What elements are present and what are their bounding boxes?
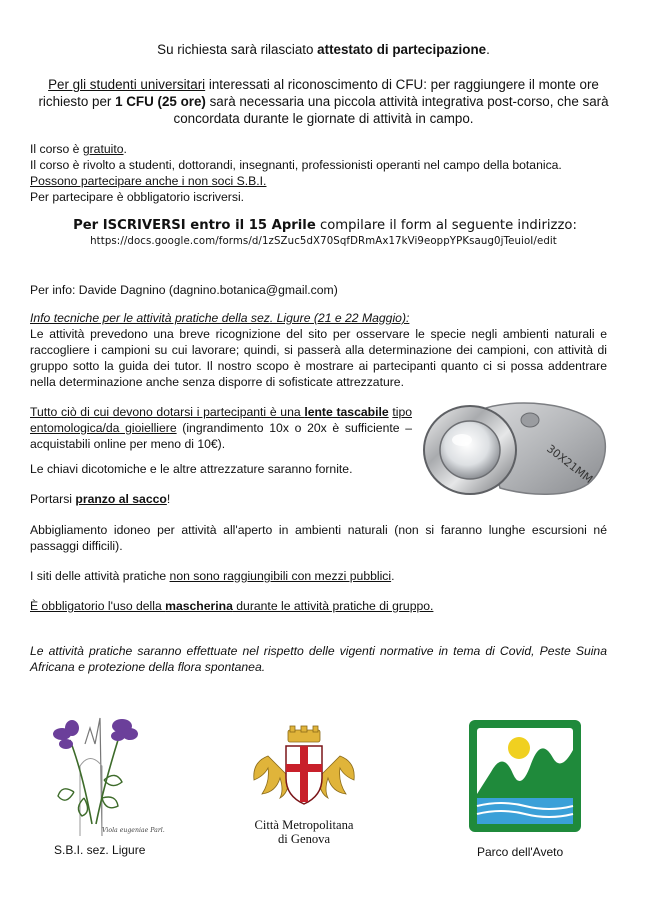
sbi-caption: Viola eugeniae Parl. <box>102 827 165 834</box>
info-contact: Per info: Davide Dagnino (dagnino.botanica@gmail.com) <box>30 283 338 297</box>
lens-label-text: 30X21MM <box>544 442 596 486</box>
lens-text-2: (ingrandimento 10x o 20x è sufficiente – acquistabili online per meno di 10€). <box>30 421 412 451</box>
attestato-line <box>40 41 607 58</box>
mask-line <box>30 598 620 614</box>
signup-line <box>30 218 620 233</box>
genova-label-line1: Città Metropolitana <box>254 818 354 832</box>
magnifier-lens-image <box>418 392 610 504</box>
signup-url[interactable]: https://docs.google.com/forms/d/1zSZuc5dX70SqfDRmAx17kVi9eoppYPKsaug0jTeuioI/edit <box>90 236 557 247</box>
lunch-post: ! <box>166 492 171 506</box>
clothing-line: Abbigliamento idoneo per attività all'aperto in ambienti naturali (non si faranno lunghe escursioni né passaggi difficili). <box>30 523 607 553</box>
course-audience: Il corso è rivolto a studenti, dottorandi, insegnanti, professionisti operanti nel campo della botanica. <box>30 158 562 172</box>
signup-text: compilare il form al seguente indirizzo: <box>315 218 577 233</box>
tech-heading: Info tecniche per le attività pratiche della sez. Ligure (21 e 22 Maggio): <box>30 311 410 325</box>
sbi-violet-logo <box>40 706 165 840</box>
course-info <box>30 141 630 205</box>
lunch-line <box>30 491 410 507</box>
sites-line <box>30 568 620 584</box>
mask-pre: È obbligatorio l'uso della <box>30 599 166 613</box>
sites-pre: I siti delle attività pratiche <box>30 569 170 583</box>
lens-bold: lente tascabile <box>304 405 389 419</box>
course-free-post: . <box>123 142 127 156</box>
normative-line: Le attività pratiche saranno effettuate nel rispetto delle vigenti normative in tema di Covid, Peste Suina Africana e protezione della flora spontanea. <box>30 644 607 674</box>
lens-text-1: Tutto ciò di cui devono dotarsi i partecipanti è una <box>30 405 305 419</box>
cfu-link[interactable]: Per gli studenti universitari <box>48 77 206 92</box>
lens-type-link[interactable]: tipo entomologica/da gioielliere <box>30 405 412 435</box>
genova-coat-of-arms-logo <box>248 726 360 812</box>
course-non-members[interactable]: Possono partecipare anche i non soci S.B.I. <box>30 174 267 188</box>
cfu-bold: 1 CFU (25 ore) <box>115 94 206 109</box>
attestato-period: . <box>486 42 490 57</box>
attestato-bold: attestato di partecipazione <box>317 42 487 57</box>
attestato-text: Su richiesta sarà rilasciato <box>157 42 318 57</box>
tech-section <box>30 310 607 390</box>
course-mandatory: Per partecipare è obbligatorio iscriversi. <box>30 190 245 204</box>
tech-body: Le attività prevedono una breve ricognizione del sito per osservare le specie negli ambienti naturali e raccogliere i campioni su cui lavorare; quindi, si passerà alla determinazione dei campioni, con attività di gruppo sotto la guida dei tutor. Il nostro scopo è mostrare ai partecipanti quanto ci si possa addentrare nella determinazione anche senza disporre di sofisticate attrezzature. <box>30 327 607 389</box>
course-free-link[interactable]: gratuito <box>82 142 124 156</box>
cfu-paragraph <box>22 76 625 127</box>
lunch-pre: Portarsi <box>30 492 76 506</box>
sbi-label: S.B.I. sez. Ligure <box>54 843 146 857</box>
lunch-bold: pranzo al sacco <box>75 492 167 506</box>
course-free-pre: Il corso è <box>30 142 83 156</box>
mask-bold: mascherina <box>165 599 233 613</box>
parco-aveto-logo <box>469 720 581 832</box>
keys-line: Le chiavi dicotomiche e le altre attrezzature saranno fornite. <box>30 462 353 476</box>
signup-bold: Per ISCRIVERSI entro il 15 Aprile <box>73 218 316 233</box>
lens-paragraph <box>30 404 412 452</box>
genova-label-line2: di Genova <box>277 832 331 846</box>
sites-link: non sono raggiungibili con mezzi pubblici <box>169 569 392 583</box>
mask-post: durante le attività pratiche di gruppo. <box>232 599 434 613</box>
cfu-text-1: interessati al riconoscimento di CFU: per raggiungere il monte ore richiesto per <box>38 77 599 109</box>
aveto-label: Parco dell'Aveto <box>477 845 564 859</box>
cfu-text-2: sarà necessaria una piccola attività integrativa post-corso, che sarà concordata durante le giornate di attività in campo. <box>173 94 609 126</box>
course-free <box>30 141 630 157</box>
genova-label <box>236 818 372 846</box>
sites-post: . <box>391 569 395 583</box>
